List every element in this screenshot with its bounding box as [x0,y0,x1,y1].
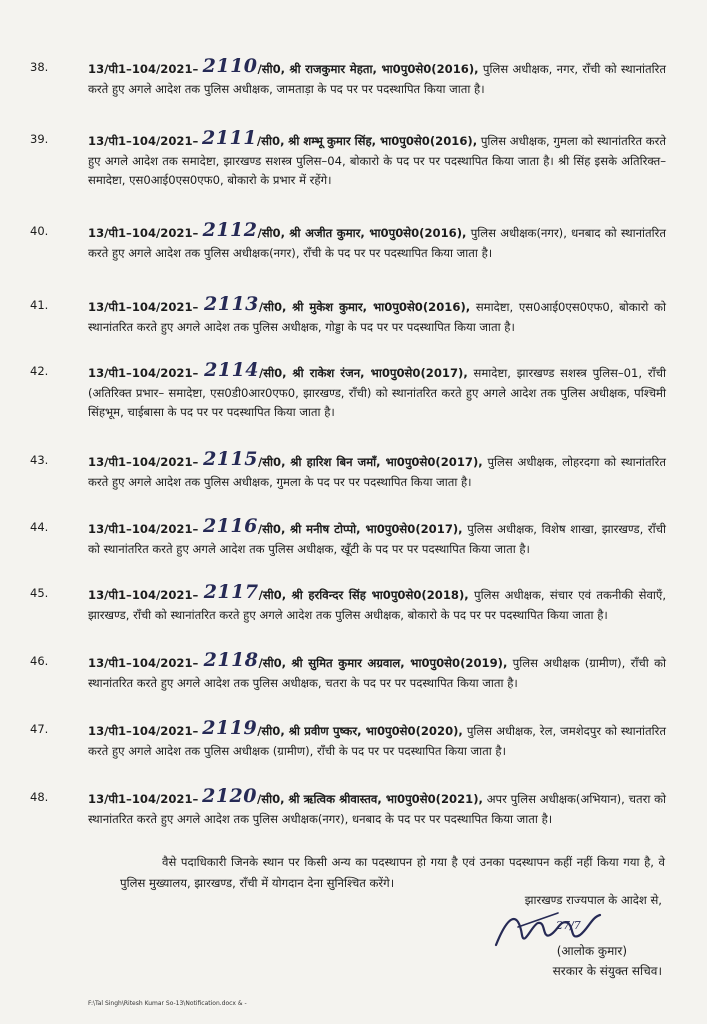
officer-name-service: श्री राजकुमार मेहता, भा0पु0से0(2016), [289,62,479,76]
officer-name-service: श्री ऋत्विक श्रीवास्तव, भा0पु0से0(2021), [288,792,483,806]
entry-text [88,581,667,625]
entry-reference: 13/पी1–104/2021– [88,62,199,76]
entry-text [88,219,666,263]
entry-text [88,717,667,761]
entry-text [88,359,667,423]
entry-number: 45. [30,586,49,600]
transfer-entry [30,293,666,337]
entry-number: 47. [30,722,49,736]
transfer-entry [30,717,667,761]
officer-name-service: श्री मनीष टोप्पो, भा0पु0से0(2017), [289,522,463,536]
handwritten-order-number: 2114 [204,359,260,381]
signature-date: 27/7 [556,919,581,932]
entry-reference-suffix: /सी0, [257,792,285,806]
officer-name-service: श्री राकेश रंजन, भा0पु0से0(2017), [292,366,468,380]
entry-reference-suffix: /सी0, [258,300,287,314]
officer-name-service: श्री हरविन्दर सिंह भा0पु0से0(2018), [291,588,469,602]
entry-reference-suffix: /सी0, [258,656,287,670]
transfer-entry [30,785,667,829]
entry-number: 43. [30,453,49,467]
entry-number: 41. [30,298,49,312]
footer-file-path: F:\Tal Singh\Ritesh Kumar So-13\Notification.docx & - [88,1000,247,1007]
entry-description: समादेष्टा, एस0आई0एस0एफ0, बोकारो को स्थानांतरित करते हुए अगले आदेश तक पुलिस अधीक्षक, गोड्डा के पद पर पर पदस्थापित किया जाता है। [88,300,666,334]
closing-paragraph: वैसे पदाधिकारी जिनके स्थान पर किसी अन्य का पदस्थापन हो गया है एवं उनका पदस्थापन कहीं नहीं किया गया है, वे पुलिस मुख्यालय, झारखण्ड, राँची में योगदान देना सुनिश्चित करेंगे। [120,855,665,890]
handwritten-order-number: 2118 [203,649,259,671]
handwritten-order-number: 2120 [202,785,257,807]
entry-text [88,785,667,829]
entry-reference: 13/पी1–104/2021– [88,300,199,314]
entry-text [88,649,667,693]
entry-number: 42. [30,364,49,378]
officer-name-service: श्री शम्भू कुमार सिंह, भा0पु0से0(2016), [288,134,478,148]
transfer-entry [30,55,666,99]
handwritten-order-number: 2112 [202,219,258,241]
entry-reference: 13/पी1–104/2021– [88,792,199,806]
handwritten-order-number: 2110 [202,55,258,77]
entry-number: 38. [30,60,49,74]
handwritten-order-number: 2117 [203,581,259,603]
entry-text [88,448,667,492]
entry-reference: 13/पी1–104/2021– [88,366,199,380]
entry-reference-suffix: /सी0, [259,366,287,380]
handwritten-order-number: 2113 [204,293,259,315]
entry-description: पुलिस अधीक्षक, विशेष शाखा, झारखण्ड, राँची को स्थानांतरित करते हुए अगले आदेश तक पुलिस अधीक्षक, खूँटी के पद पर पर पदस्थापित किया जाता है। [88,522,666,556]
officer-name-service: श्री हारिश बिन जमाँ, भा0पु0से0(2017), [290,455,483,469]
entry-number: 40. [30,224,49,238]
entry-reference-suffix: /सी0, [257,62,286,76]
officer-title: सरकार के संयुक्त सचिव। [552,964,662,978]
governor-order-line: झारखण्ड राज्यपाल के आदेश से, [524,893,662,907]
entry-text [88,55,666,99]
entry-description: पुलिस अधीक्षक(नगर), धनबाद को स्थानांतरित करते हुए अगले आदेश तक पुलिस अधीक्षक(नगर), राँची के पद पर पर पदस्थापित किया जाता है। [88,226,666,260]
entry-reference-suffix: /सी0, [258,588,287,602]
entry-number: 44. [30,520,49,534]
entry-reference-suffix: /सी0, [257,226,286,240]
officer-name-service: श्री प्रवीण पुष्कर, भा0पु0से0(2020), [288,724,463,738]
entry-reference: 13/पी1–104/2021– [88,724,199,738]
transfer-entry [30,581,667,625]
entry-reference: 13/पी1–104/2021– [88,134,199,148]
entry-text [88,293,666,337]
entry-reference-suffix: /सी0, [256,134,285,148]
transfer-entry [30,127,667,191]
entry-reference: 13/पी1–104/2021– [88,588,199,602]
entry-description: पुलिस अधीक्षक, रेल, जमशेदपुर को स्थानांतरित करते हुए अगले आदेश तक पुलिस अधीक्षक (ग्रामीण), राँची के पद पर पर पदस्थापित किया जाता है। [88,724,667,758]
entry-description: पुलिस अधीक्षक (ग्रामीण), राँची को स्थानांतरित करते हुए अगले आदेश तक पुलिस अधीक्षक, चतरा के पद पर पर पदस्थापित किया जाता है। [88,656,667,690]
entry-reference: 13/पी1–104/2021– [88,656,199,670]
transfer-entry [30,649,667,693]
entry-text [88,127,667,191]
handwritten-order-number: 2119 [202,717,258,739]
transfer-entry [30,515,666,559]
entry-number: 39. [30,132,49,146]
officer-name-service: श्री सुमित कुमार अग्रवाल, भा0पु0से0(2019), [291,656,508,670]
entry-number: 48. [30,790,49,804]
officer-name-service: श्री अजीत कुमार, भा0पु0से0(2016), [289,226,467,240]
entry-description: अपर पुलिस अधीक्षक(अभियान), चतरा को स्थानांतरित करते हुए अगले आदेश तक पुलिस अधीक्षक(नगर), धनबाद के पद पर पर पदस्थापित किया जाता है। [88,792,667,826]
entry-number: 46. [30,654,49,668]
entry-reference: 13/पी1–104/2021– [88,522,199,536]
transfer-entry [30,359,667,423]
entry-description: पुलिस अधीक्षक, संचार एवं तकनीकी सेवाएँ, झारखण्ड, राँची को स्थानांतरित करते हुए अगले आदेश तक पुलिस अधीक्षक, बोकारो के पद पर पर पदस्थापित किया जाता है। [88,588,667,622]
handwritten-order-number: 2116 [202,515,258,537]
handwritten-order-number: 2111 [202,127,257,149]
transfer-entry [30,219,666,263]
entry-reference-suffix: /सी0, [257,522,286,536]
entry-reference-suffix: /सी0, [257,455,286,469]
officer-name-service: श्री मुकेश कुमार, भा0पु0से0(2016), [292,300,471,314]
entry-description: पुलिस अधीक्षक, गुमला को स्थानांतरित करते हुए अगले आदेश तक समादेष्टा, झारखण्ड सशस्त्र पुलिस–04, बोकारो के पद पर पर पदस्थापित किया जाता है। श्री सिंह इसके अतिरिक्त–समादेष्टा, एस0आई0एस0एफ0, बोकारो के प्रभार में रहेंगे। [88,134,667,188]
entry-reference: 13/पी1–104/2021– [88,226,199,240]
transfer-entry [30,448,667,492]
entry-description: पुलिस अधीक्षक, नगर, राँची को स्थानांतरित करते हुए अगले आदेश तक पुलिस अधीक्षक, जामताड़ा के पद पर पर पदस्थापित किया जाता है। [88,62,666,96]
entry-text [88,515,666,559]
entry-description: पुलिस अधीक्षक, लोहरदगा को स्थानांतरित करते हुए अगले आदेश तक पुलिस अधीक्षक, गुमला के पद पर पर पदस्थापित किया जाता है। [88,455,667,489]
entry-reference: 13/पी1–104/2021– [88,455,199,469]
entry-description: समादेष्टा, झारखण्ड सशस्त्र पुलिस–01, राँची (अतिरिक्त प्रभार– समादेष्टा, एस0डी0आर0एफ0, झारखण्ड, राँची) को स्थानांतरित करते हुए अगले आदेश तक पुलिस अधीक्षक, पश्चिमी सिंहभूम, चाईबासा के पद पर पर पदस्थापित किया जाता है। [88,366,667,420]
officer-name: (आलोक कुमार) [556,944,627,958]
handwritten-order-number: 2115 [203,448,258,470]
entry-reference-suffix: /सी0, [257,724,285,738]
